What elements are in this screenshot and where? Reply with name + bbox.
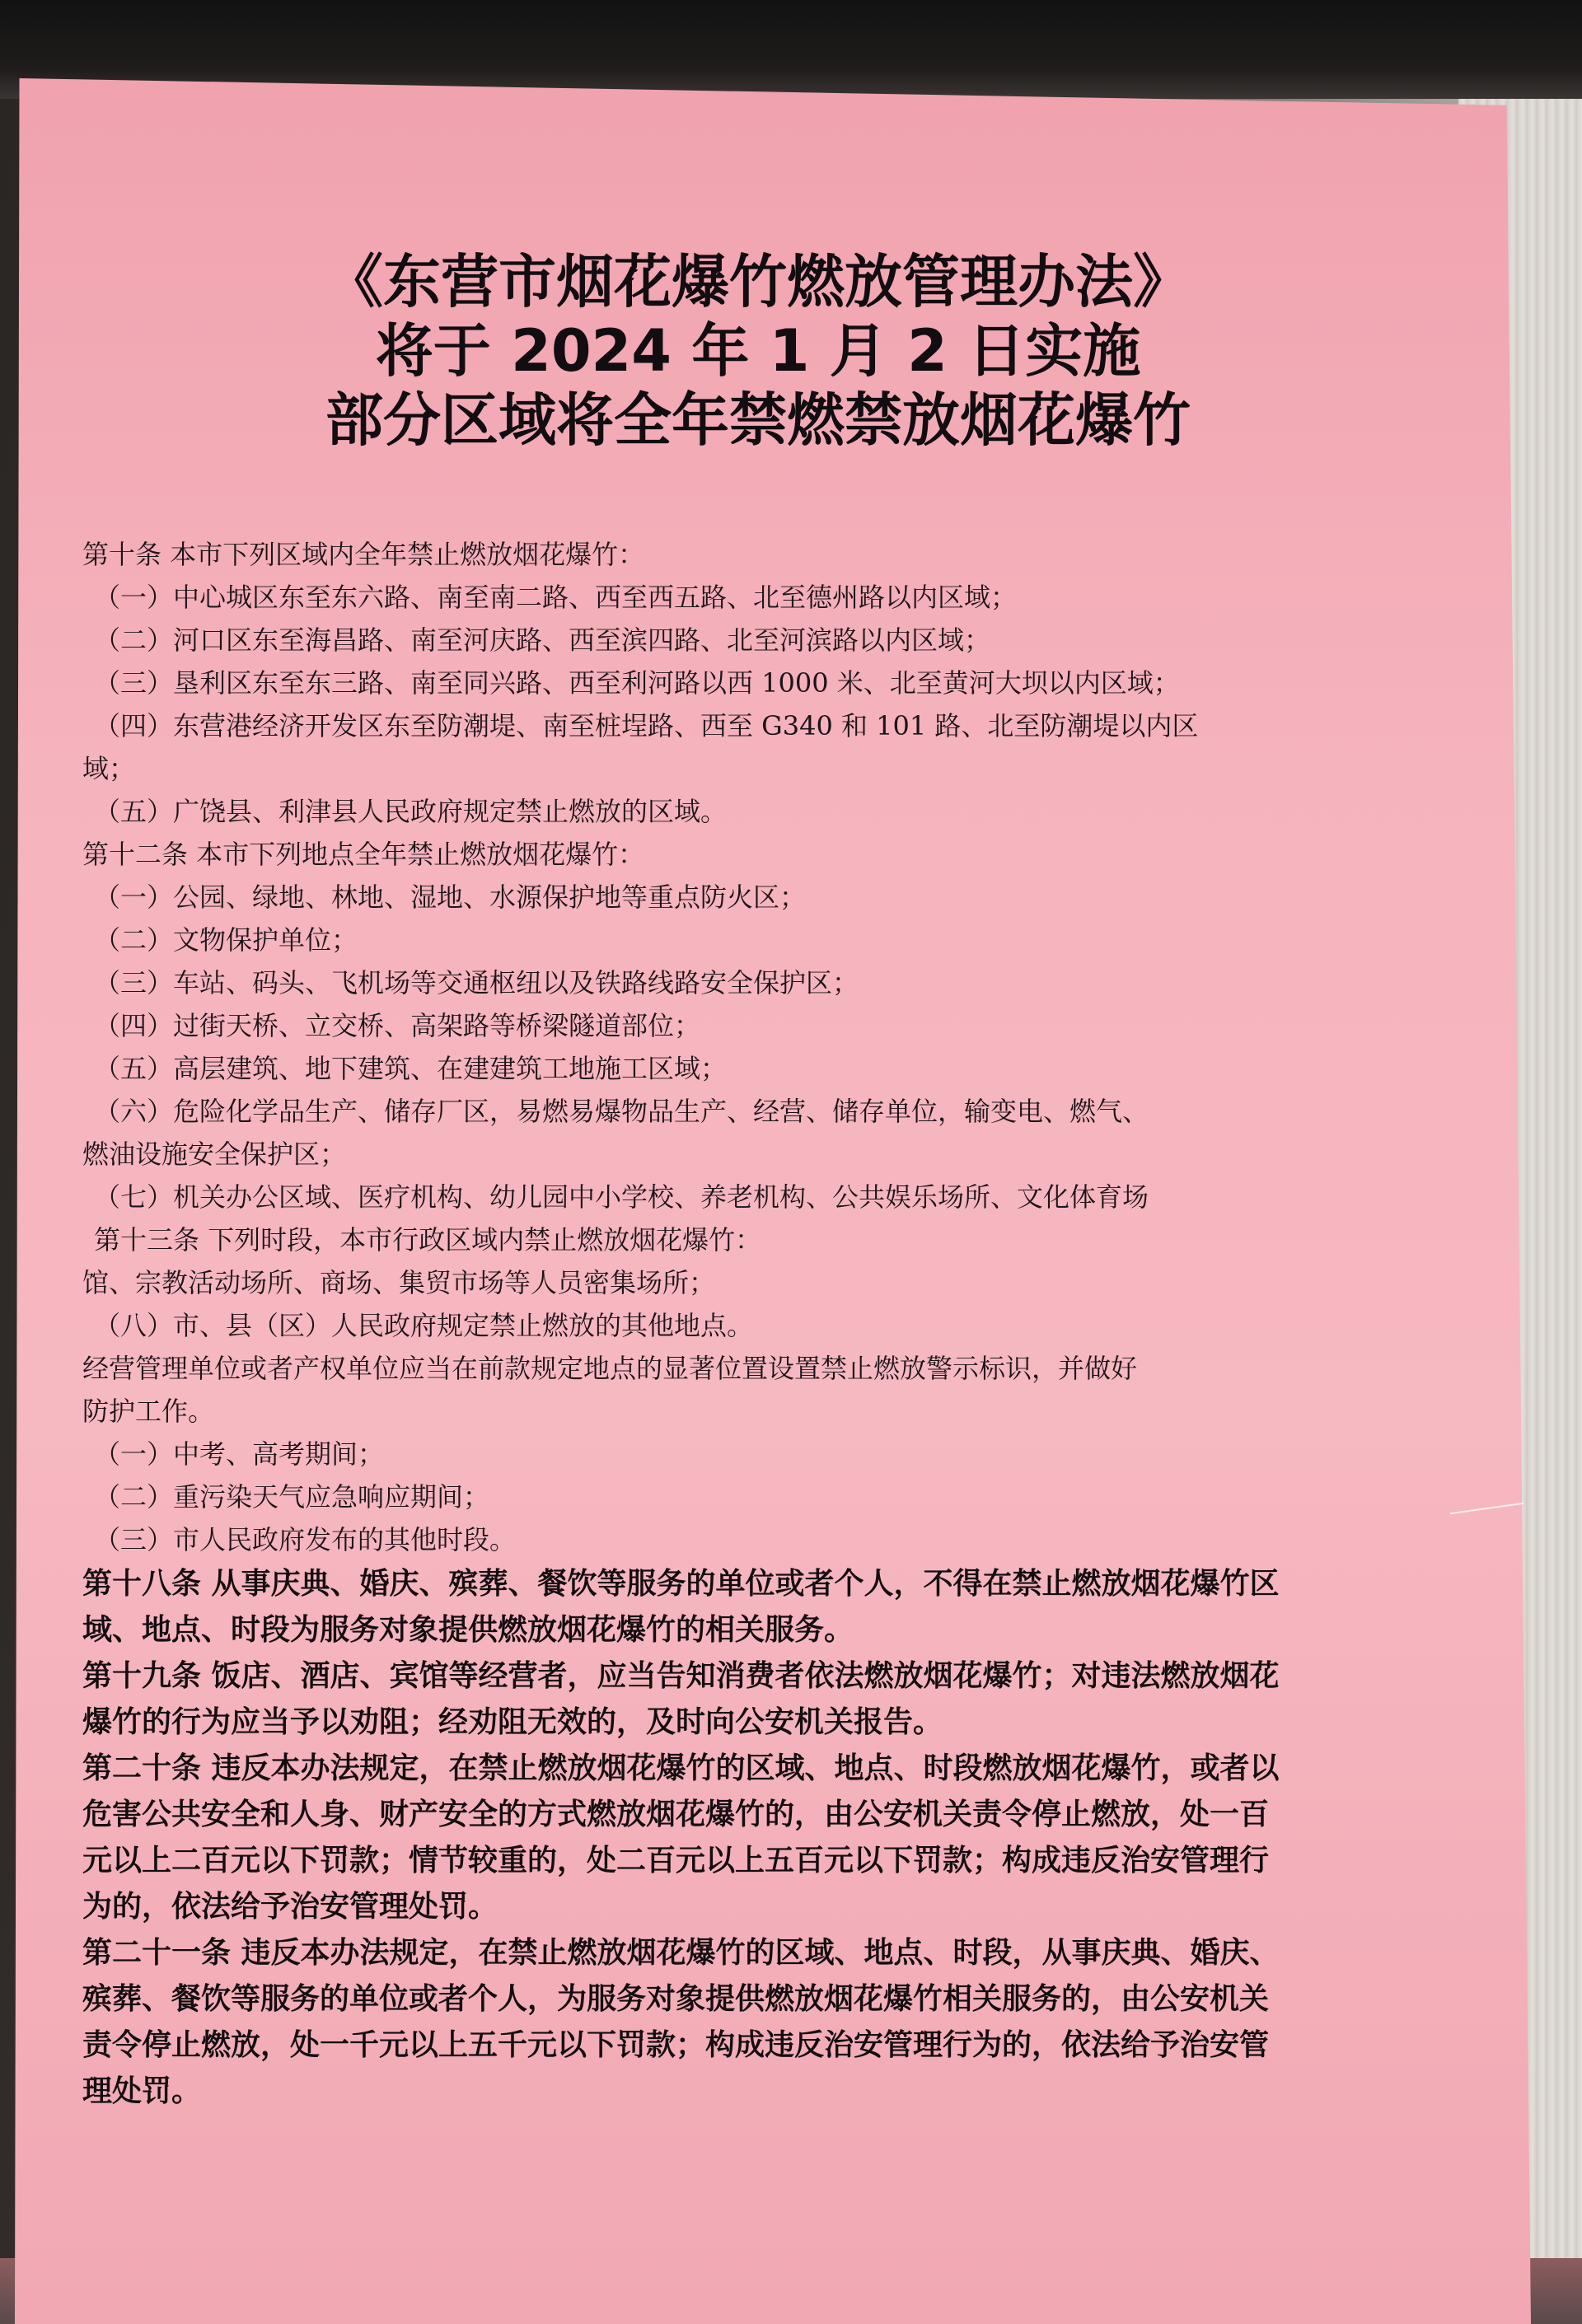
clause-line: 燃油设施安全保护区；: [82, 1139, 347, 1170]
clause-line: （三）车站、码头、飞机场等交通枢纽以及铁路线路安全保护区；: [94, 967, 859, 998]
title-line: 《东营市烟花爆竹燃放管理办法》: [325, 248, 1191, 316]
clause-line: 域；: [82, 753, 136, 784]
article-heading: 第十三条 下列时段，本市行政区域内禁止燃放烟花爆竹：: [94, 1224, 762, 1256]
notice-content: [82, 247, 1434, 2115]
article-line: 爆竹的行为应当予以劝阻；经劝阻无效的，及时向公安机关报告。: [82, 1705, 943, 1739]
clause-line: （四）东营港经济开发区东至防潮堤、南至桩埕路、西至 G340 和 101 路、北至防潮堤以内区: [94, 710, 1199, 741]
clause-line: （二）文物保护单位；: [94, 924, 358, 956]
clause-line: （四）过街天桥、立交桥、高架路等桥梁隧道部位；: [94, 1010, 701, 1041]
article-line: 理处罚。: [82, 2074, 202, 2108]
clause-line: 经营管理单位或者产权单位应当在前款规定地点的显著位置设置禁止燃放警示标识，并做好: [82, 1353, 1138, 1384]
article-line: 第二十一条 违反本办法规定，在禁止燃放烟花爆竹的区域、地点、时段，从事庆典、婚庆、: [82, 1936, 1280, 1970]
article-line: 为的，依法给予治安管理处罚。: [82, 1890, 498, 1924]
clause-line: （一）公园、绿地、林地、湿地、水源保护地等重点防火区；: [94, 881, 807, 913]
clause-line: （三）垦利区东至东三路、南至同兴路、西至利河路以西 1000 米、北至黄河大坝以内区域；: [94, 667, 1180, 699]
clause-line: （二）河口区东至海昌路、南至河庆路、西至滨四路、北至河滨路以内区域；: [94, 624, 991, 656]
article-line: 责令停止燃放，处一千元以上五千元以下罚款；构成违反治安管理行为的，依法给予治安管: [82, 2028, 1270, 2062]
regulation-articles: [82, 533, 1434, 2115]
article-line: 元以上二百元以下罚款；情节较重的，处二百元以上五百元以下罚款；构成违反治安管理行: [82, 1844, 1270, 1877]
article-line: 第十八条 从事庆典、婚庆、殡葬、餐饮等服务的单位或者个人，不得在禁止燃放烟花爆竹区: [82, 1567, 1280, 1601]
clause-line: （五）广饶县、利津县人民政府规定禁止燃放的区域。: [94, 796, 728, 827]
clause-line: （一）中心城区东至东六路、南至南二路、西至西五路、北至德州路以内区域；: [94, 582, 1018, 613]
article-line: 第十九条 饭店、酒店、宾馆等经营者，应当告知消费者依法燃放烟花爆竹；对违法燃放烟花: [82, 1659, 1280, 1693]
article-line: 域、地点、时段为服务对象提供燃放烟花爆竹的相关服务。: [82, 1613, 854, 1647]
clause-line: （七）机关办公区域、医疗机构、幼儿园中小学校、养老机构、公共娱乐场所、文化体育场: [94, 1181, 1149, 1213]
title-line: 将于 2024 年 1 月 2 日实施: [375, 317, 1141, 385]
article-line: 第二十条 违反本办法规定，在禁止燃放烟花爆竹的区域、地点、时段燃放烟花爆竹，或者以: [82, 1751, 1280, 1785]
article-heading: 第十条 本市下列区域内全年禁止燃放烟花爆竹：: [82, 539, 645, 570]
article-heading: 第十二条 本市下列地点全年禁止燃放烟花爆竹：: [82, 839, 645, 870]
clause-line: （五）高层建筑、地下建筑、在建建筑工地施工区域；: [94, 1053, 728, 1084]
clause-line: （六）危险化学品生产、储存厂区，易燃易爆物品生产、经营、储存单位，输变电、燃气、: [94, 1096, 1149, 1127]
article-line: 危害公共安全和人身、财产安全的方式燃放烟花爆竹的，由公安机关责令停止燃放，处一百: [82, 1798, 1270, 1831]
clause-line: （二）重污染天气应急响应期间；: [94, 1481, 490, 1513]
notice-title: [82, 247, 1434, 455]
article-line: 殡葬、餐饮等服务的单位或者个人，为服务对象提供燃放烟花爆竹相关服务的，由公安机关: [82, 1982, 1270, 2016]
clause-line: （三）市人民政府发布的其他时段。: [94, 1524, 517, 1555]
title-line: 部分区域将全年禁燃禁放烟花爆竹: [325, 386, 1191, 454]
clause-line: （八）市、县（区）人民政府规定禁止燃放的其他地点。: [94, 1310, 754, 1341]
clause-line: 馆、宗教活动场所、商场、集贸市场等人员密集场所；: [82, 1267, 716, 1298]
clause-line: （一）中考、高考期间；: [94, 1438, 385, 1470]
clause-line: 防护工作。: [82, 1396, 215, 1427]
